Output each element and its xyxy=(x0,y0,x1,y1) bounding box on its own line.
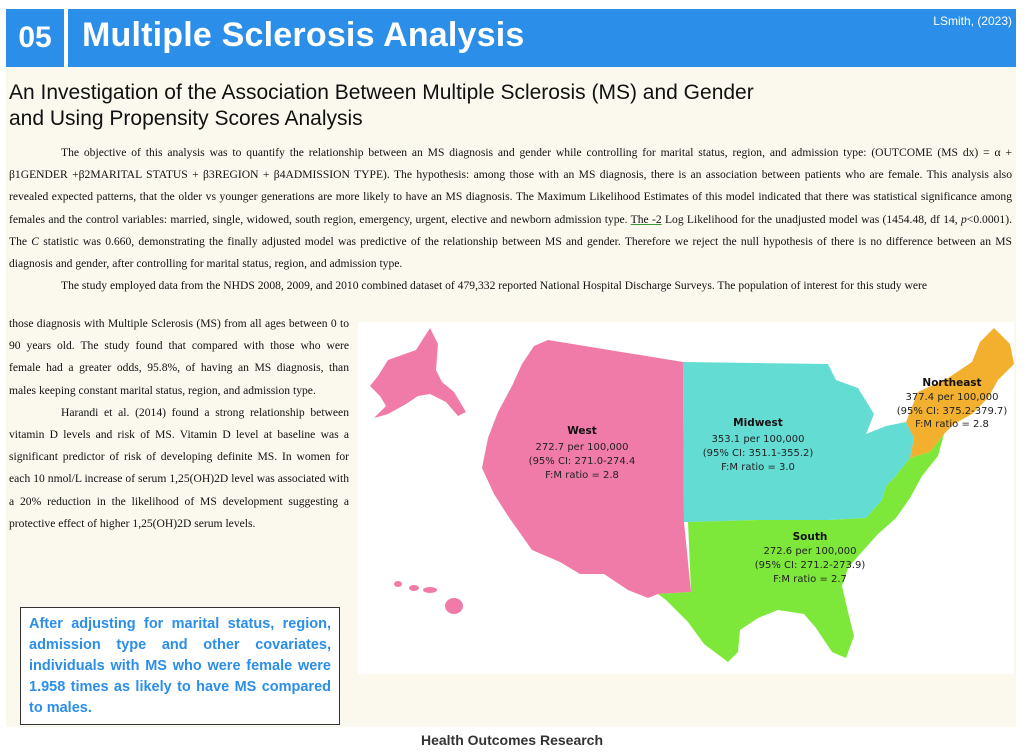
midwest-ratio: F:M ratio = 3.0 xyxy=(721,462,795,473)
section-number: 05 xyxy=(6,9,68,67)
p1-part-d: statistic was 0.660, demonstrating the finally adjusted model was predictive of the relationship between MS and gender. Therefore we reject the null hypothesis of there is no difference between an MS diagnosis and gender, after controlling for marital status, region, and admission type. xyxy=(9,234,1012,271)
hawaii-island-2 xyxy=(409,585,419,591)
midwest-rate: 353.1 per 100,000 xyxy=(711,434,805,445)
west-rate: 272.7 per 100,000 xyxy=(535,442,629,453)
hawaii-island-1 xyxy=(394,581,402,587)
column-text xyxy=(9,313,349,535)
region-west-shape xyxy=(482,340,691,598)
footer-label: Health Outcomes Research xyxy=(420,732,604,748)
p1-part-b: Log Likelihood for the unadjusted model was (1454.48, df 14, xyxy=(661,212,961,226)
paragraph-study-cont: those diagnosis with Multiple Sclerosis (MS) from all ages between 0 to 90 years old. The study found that compared with those who were female had a greater odds, 95.8%, of having an MS diagnosis, than males keeping constant marital status, region, and admission type. xyxy=(9,317,349,397)
hawaii-island-3 xyxy=(423,587,437,593)
midwest-ci: (95% CI: 351.1-355.2) xyxy=(702,448,814,459)
south-rate: 272.6 per 100,000 xyxy=(763,546,857,557)
paragraph-study-start: The study employed data from the NHDS 2008, 2009, and 2010 combined dataset of 479,332 reported National Hospital Discharge Surveys. The population of interest for this study were xyxy=(61,279,928,293)
northeast-ratio: F:M ratio = 2.8 xyxy=(915,419,989,430)
northeast-rate: 377.4 per 100,000 xyxy=(905,392,999,403)
west-ratio: F:M ratio = 2.8 xyxy=(545,470,619,481)
paragraph-vitamin-d: Harandi et al. (2014) found a strong relationship between vitamin D levels and risk of MS. Vitamin D level at baseline was a significant predictor of risk of developing definite MS. In women for each 10 nmol/L increase of serum 1,25(OH)2D level was associated with a 20% reduction in the likelihood of MS development suggesting a protective effect of higher 1,25(OH)2D serum levels. xyxy=(9,405,349,530)
us-region-map xyxy=(358,322,1014,674)
northeast-ci: (95% CI: 375.2-379.7) xyxy=(896,406,1008,417)
key-finding-callout: After adjusting for marital status, region, admission type and other covariates, individuals with MS who were female were 1.958 times as likely to have MS compared to males. xyxy=(20,607,340,725)
p1-c-italic: C xyxy=(31,234,40,248)
page-title: Multiple Sclerosis Analysis xyxy=(82,16,525,54)
p1-p-italic: p xyxy=(961,212,967,226)
west-ci: (95% CI: 271.0-274.4 xyxy=(528,456,636,467)
northeast-name: Northeast xyxy=(922,377,982,389)
west-name: West xyxy=(567,425,597,437)
midwest-name: Midwest xyxy=(733,417,783,429)
intro-text xyxy=(9,142,1012,297)
subtitle: An Investigation of the Association Between Multiple Sclerosis (MS) and Gender and Using Propensity Scores Analysis xyxy=(9,81,754,130)
south-ratio: F:M ratio = 2.7 xyxy=(773,574,847,585)
p1-part-a: The objective of this analysis was to quantify the relationship between an MS diagnosis and gender while controlling for marital status, region, and admission type: (OUTCOME (MS dx) = α + β1GENDER +β2MARITAL STATUS + β3REGION + β4ADMISSION TYPE). The hypothesis: among those with an MS diagnosis, there is an association between patients who are female. This analysis also revealed expected patterns, that the older vs younger generations are more likely to have an MS diagnosis. The Maximum Likelihood Estimates of this model indicated that there was statistical significance among females and the control variables: married, single, widowed, south region, emergency, urgent, elective and newborn admission type. xyxy=(9,146,1012,226)
author-credit: LSmith, (2023) xyxy=(933,14,1012,28)
p1-part-c: <0.0001). The xyxy=(9,212,1012,248)
hawaii-island-4 xyxy=(445,598,463,614)
south-ci: (95% CI: 271.2-273.9) xyxy=(754,560,866,571)
p1-underlined: The -2 xyxy=(630,212,662,226)
alaska-shape xyxy=(370,328,466,418)
map-svg xyxy=(358,322,1014,674)
paragraph-objective xyxy=(9,142,1012,275)
south-name: South xyxy=(792,531,828,543)
